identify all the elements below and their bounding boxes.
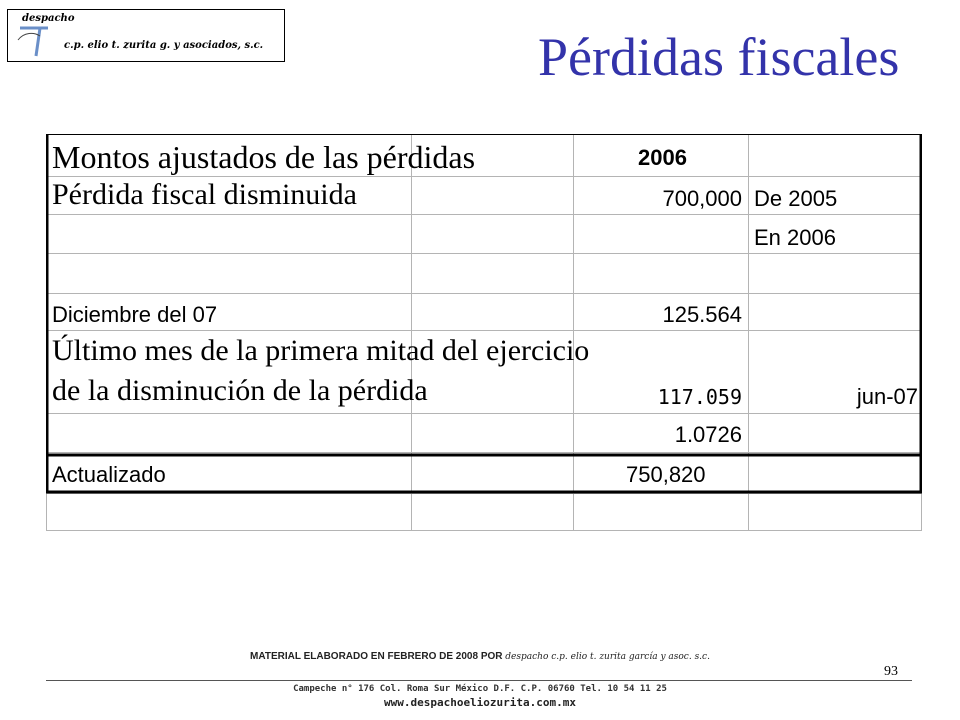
footer-address: Campeche n° 176 Col. Roma Sur México D.F. C.P. 06760 Tel. 10 54 11 25 xyxy=(293,684,667,694)
row-december-value: 125.564 xyxy=(662,302,742,327)
row-last-month-value: 117.059 xyxy=(657,385,742,409)
row-factor-value: 1.0726 xyxy=(674,422,742,447)
table-header-label: Montos ajustados de las pérdidas xyxy=(52,139,476,175)
footer-note-firm: despacho c.p. elio t. zurita garcía y asoc. s.c. xyxy=(505,652,710,662)
logo-tagline: c.p. elio t. zurita g. y asociados, s.c. xyxy=(64,40,264,51)
page-number: 93 xyxy=(884,664,898,679)
row-loss-note: De 2005 xyxy=(754,186,838,211)
row-loss-value: 700,000 xyxy=(662,186,742,211)
row-last-month-label-line1: Último mes de la primera mitad del ejercicio xyxy=(52,334,590,367)
company-logo xyxy=(7,9,285,62)
row-loss-label: Pérdida fiscal disminuida xyxy=(52,178,357,211)
row-last-month-note: jun-07 xyxy=(856,384,918,409)
logo-mark-icon xyxy=(16,18,56,58)
logo-brand: despacho xyxy=(22,13,75,24)
table-header-year: 2006 xyxy=(638,145,687,170)
footer-note-prefix: MATERIAL ELABORADO EN FEBRERO DE 2008 POR xyxy=(250,651,503,662)
slide-title: Pérdidas fiscales xyxy=(538,27,900,87)
row-last-month-label-line2: de la disminución de la pérdida xyxy=(52,374,428,407)
row-updated-value: 750,820 xyxy=(626,462,706,487)
losses-table xyxy=(46,134,922,531)
footer-divider xyxy=(46,680,912,681)
footer-website-link[interactable]: www.despachoeliozurita.com.mx xyxy=(383,696,577,709)
footer-note xyxy=(0,651,960,662)
row-year-note: En 2006 xyxy=(754,225,836,250)
row-updated-label: Actualizado xyxy=(52,462,166,487)
row-december-label: Diciembre del 07 xyxy=(52,302,218,327)
